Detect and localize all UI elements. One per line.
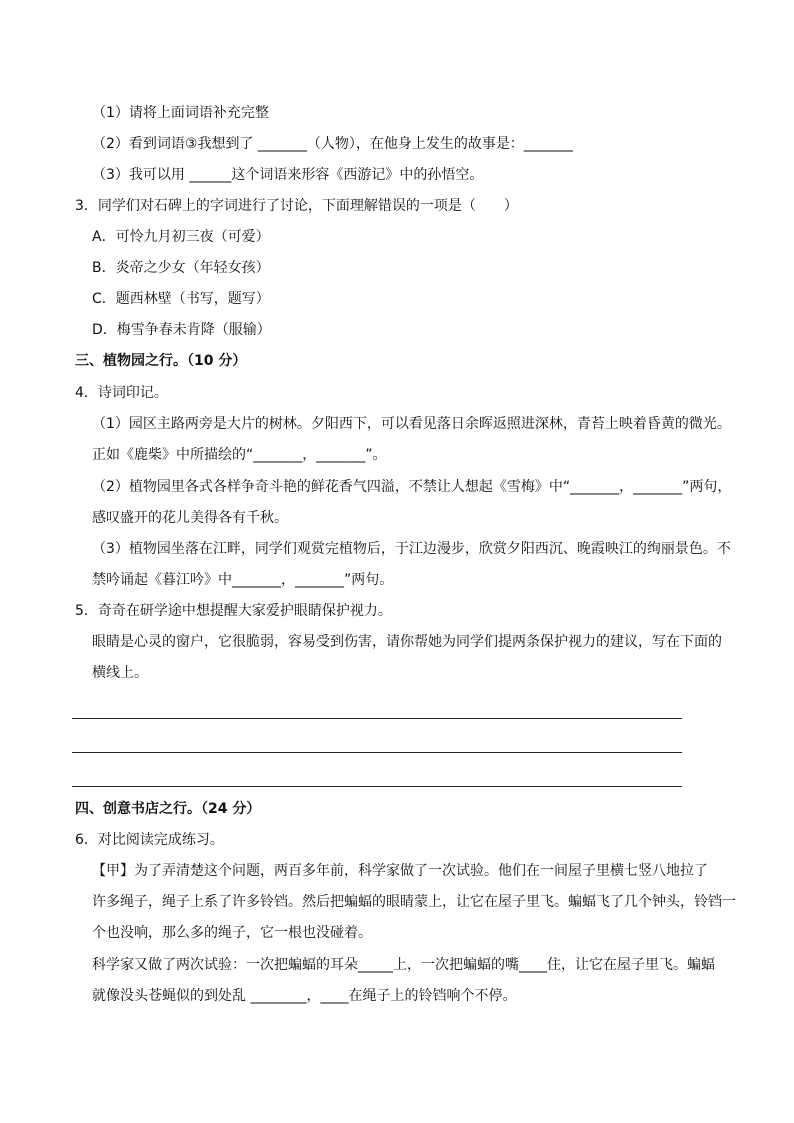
q5-body-line2: 横线上。 xyxy=(92,665,148,681)
q4-part3-line2: 禁吟诵起《暮江吟》中_______，_______”两句。 xyxy=(92,572,394,588)
q3-option-b: B．炎帝之少女（年轻女孩） xyxy=(92,260,270,276)
q6-passage-a-line1: 【甲】为了弄清楚这个问题，两百多年前，科学家做了一次试验。他们在一间屋子里横七竖八地拉了 xyxy=(92,863,708,879)
answer-line-1[interactable] xyxy=(72,718,682,719)
section-4-heading: 四、创意书店之行。（24 分） xyxy=(75,801,261,817)
q6-passage-b-line2: 就像没头苍蝇似的到处乱 ________，____在绳子上的铃铛响个不停。 xyxy=(92,988,517,1004)
q4-part1-line1: （1）园区主路两旁是大片的树林。夕阳西下，可以看见落日余晖返照进深林，青苔上映着昏黄的微光。 xyxy=(92,416,731,432)
q2-sub-2: （2）看到词语③我想到了 _______（人物），在他身上发生的故事是：_______ xyxy=(92,136,573,152)
q6-stem: 6．对比阅读完成练习。 xyxy=(75,832,224,848)
q3-option-c: C．题西林壁（书写，题写） xyxy=(92,291,270,307)
q6-passage-b-line1: 科学家又做了两次试验：一次把蝙蝠的耳朵_____上，一次把蝙蝠的嘴____住，让它在屋子里飞。蝙蝠 xyxy=(92,957,715,973)
q4-stem: 4．诗词印记。 xyxy=(75,385,168,401)
q5-body-line1: 眼睛是心灵的窗户，它很脆弱，容易受到伤害，请你帮她为同学们提两条保护视力的建议，写在下面的 xyxy=(92,634,722,650)
section-3-heading: 三、植物园之行。（10 分） xyxy=(75,353,247,369)
q3-stem: 3．同学们对石碑上的字词进行了讨论，下面理解错误的一项是（ ） xyxy=(75,198,518,214)
q2-sub-1: （1）请将上面词语补充完整 xyxy=(92,105,269,121)
q5-stem: 5．奇奇在研学途中想提醒大家爱护眼睛保护视力。 xyxy=(75,603,392,619)
q4-part3-line1: （3）植物园坐落在江畔，同学们观赏完植物后，于江边漫步，欣赏夕阳西沉、晚霞映江的绚丽景色。不 xyxy=(92,541,731,557)
answer-line-2[interactable] xyxy=(72,752,682,753)
q6-passage-a-line2: 许多绳子，绳子上系了许多铃铛。然后把蝙蝠的眼睛蒙上，让它在屋子里飞。蝙蝠飞了几个钟头，铃铛一 xyxy=(92,894,736,910)
q4-part2-line1: （2）植物园里各式各样争奇斗艳的鲜花香气四溢，不禁让人想起《雪梅》中“_______，_______”两句， xyxy=(92,479,732,495)
q6-passage-a-line3: 个也没响，那么多的绳子，它一根也没碰着。 xyxy=(92,925,372,941)
answer-line-3[interactable] xyxy=(72,786,682,787)
q2-sub-3: （3）我可以用 ______这个词语来形容《西游记》中的孙悟空。 xyxy=(92,167,484,183)
q4-part2-line2: 感叹盛开的花儿美得各有千秋。 xyxy=(92,510,288,526)
q3-option-a: A．可怜九月初三夜（可爱） xyxy=(92,229,270,245)
q4-part1-line2: 正如《鹿柴》中所描绘的“_______，_______”。 xyxy=(92,447,387,463)
q3-option-d: D．梅雪争春未肯降（服输） xyxy=(92,322,271,338)
